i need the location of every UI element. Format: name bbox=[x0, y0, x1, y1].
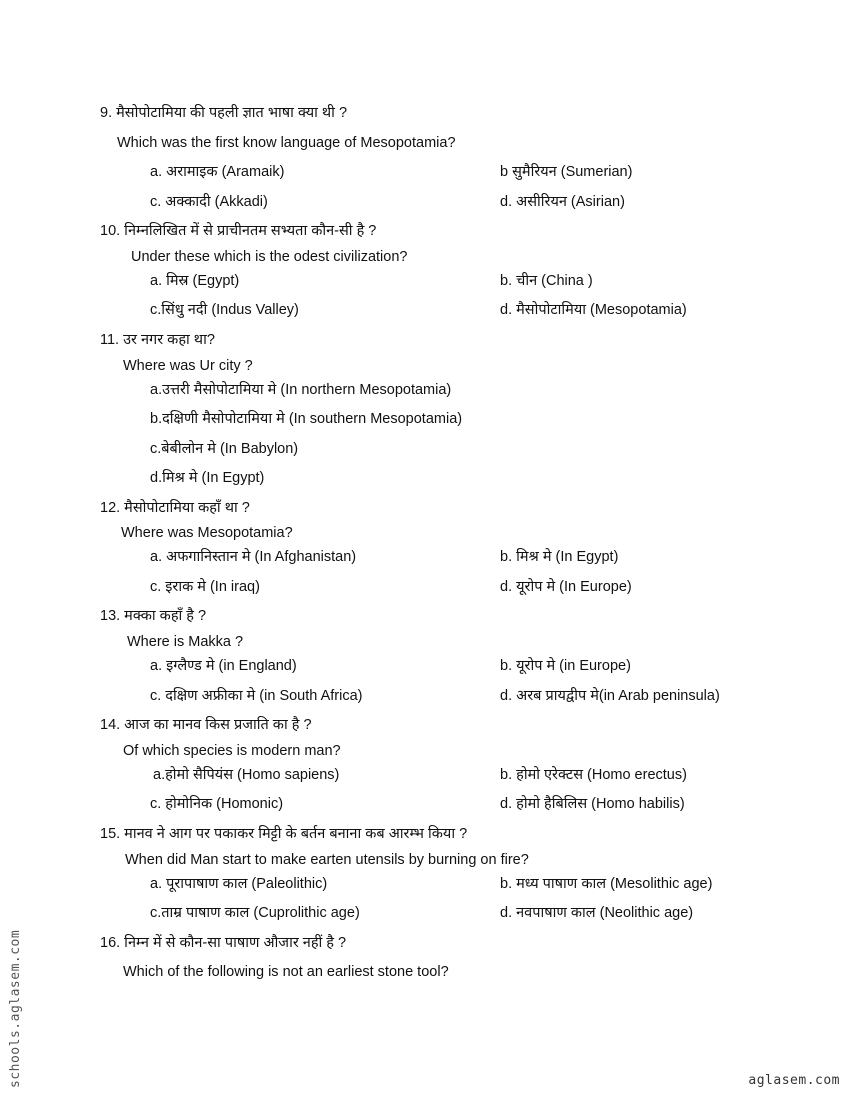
question-11-option-b: b.दक्षिणी मैसोपोटामिया मे (In southern Mesopotamia) bbox=[150, 411, 463, 427]
question-13-english: Where is Makka ? bbox=[127, 634, 244, 650]
question-13-option-b: b. यूरोप मे (in Europe) bbox=[500, 658, 631, 674]
side-watermark: schools.aglasem.com bbox=[8, 929, 23, 1088]
question-11-option-c: c.बेबीलोन मे (In Babylon) bbox=[150, 441, 299, 457]
question-15-option-d: d. नवपाषाण काल (Neolithic age) bbox=[500, 905, 694, 921]
question-14-option-b: b. होमो एरेक्टस (Homo erectus) bbox=[500, 767, 687, 783]
question-12-hindi: 12. मैसोपोटामिया कहाँ था ? bbox=[100, 500, 250, 516]
question-10-option-d: d. मैसोपोटामिया (Mesopotamia) bbox=[500, 302, 687, 318]
question-12-option-d: d. यूरोप मे (In Europe) bbox=[500, 579, 632, 595]
question-11-english: Where was Ur city ? bbox=[123, 358, 253, 374]
question-12-english: Where was Mesopotamia? bbox=[121, 525, 293, 541]
question-15-english: When did Man start to make earten utensils by burning on fire? bbox=[125, 852, 529, 868]
question-13-hindi: 13. मक्का कहाँ है ? bbox=[100, 608, 207, 624]
question-13-option-d: d. अरब प्रायद्वीप मे(in Arab peninsula) bbox=[500, 688, 720, 704]
question-10-hindi: 10. निम्नलिखित में से प्राचीनतम सभ्यता कौन-सी है ? bbox=[100, 223, 377, 239]
question-9-option-c: c. अक्कादी (Akkadi) bbox=[150, 194, 268, 210]
question-14-option-c: c. होमोनिक (Homonic) bbox=[150, 796, 284, 812]
question-11-option-d: d.मिश्र मे (In Egypt) bbox=[150, 470, 265, 486]
question-15-hindi: 15. मानव ने आग पर पकाकर मिट्टी के बर्तन बनाना कब आरम्भ किया ? bbox=[100, 826, 468, 842]
question-16-english: Which of the following is not an earliest stone tool? bbox=[123, 964, 449, 980]
question-10-option-b: b. चीन (China ) bbox=[500, 273, 593, 289]
question-14-english: Of which species is modern man? bbox=[123, 743, 341, 759]
question-11-option-a: a.उत्तरी मैसोपोटामिया मे (In northern Mesopotamia) bbox=[150, 382, 452, 398]
question-13-option-c: c. दक्षिण अफ्रीका मे (in South Africa) bbox=[150, 688, 363, 704]
question-12-option-b: b. मिश्र मे (In Egypt) bbox=[500, 549, 619, 565]
question-15-option-b: b. मध्य पाषाण काल (Mesolithic age) bbox=[500, 876, 713, 892]
question-9-hindi: 9. मैसोपोटामिया की पहली ज्ञात भाषा क्या थी ? bbox=[100, 105, 348, 121]
question-14-option-a: a.होमो सैपियंस (Homo sapiens) bbox=[153, 767, 340, 783]
question-10-option-a: a. मिस्र (Egypt) bbox=[150, 273, 240, 289]
question-12-option-c: c. इराक मे (In iraq) bbox=[150, 579, 260, 595]
question-9-english: Which was the first know language of Mesopotamia? bbox=[117, 135, 456, 151]
question-14-option-d: d. होमो हैबिलिस (Homo habilis) bbox=[500, 796, 685, 812]
question-13-option-a: a. इग्लैण्ड मे (in England) bbox=[150, 658, 297, 674]
question-9-option-d: d. असीरियन (Asirian) bbox=[500, 194, 625, 210]
question-15-option-c: c.ताम्र पाषाण काल (Cuprolithic age) bbox=[150, 905, 360, 921]
question-10-option-c: c.सिंधु नदी (Indus Valley) bbox=[150, 302, 299, 318]
question-10-english: Under these which is the odest civilization? bbox=[131, 249, 408, 265]
question-9-option-b: b सुमैरियन (Sumerian) bbox=[500, 164, 633, 180]
question-15-option-a: a. पूरापाषाण काल (Paleolithic) bbox=[150, 876, 328, 892]
question-12-option-a: a. अफगानिस्तान मे (In Afghanistan) bbox=[150, 549, 357, 565]
question-9-option-a: a. अरामाइक (Aramaik) bbox=[150, 164, 285, 180]
question-11-hindi: 11. उर नगर कहा था? bbox=[100, 332, 215, 348]
question-16-hindi: 16. निम्न में से कौन-सा पाषाण औजार नहीं है ? bbox=[100, 935, 347, 951]
question-14-hindi: 14. आज का मानव किस प्रजाति का है ? bbox=[100, 717, 312, 733]
corner-watermark: aglasem.com bbox=[748, 1073, 840, 1088]
